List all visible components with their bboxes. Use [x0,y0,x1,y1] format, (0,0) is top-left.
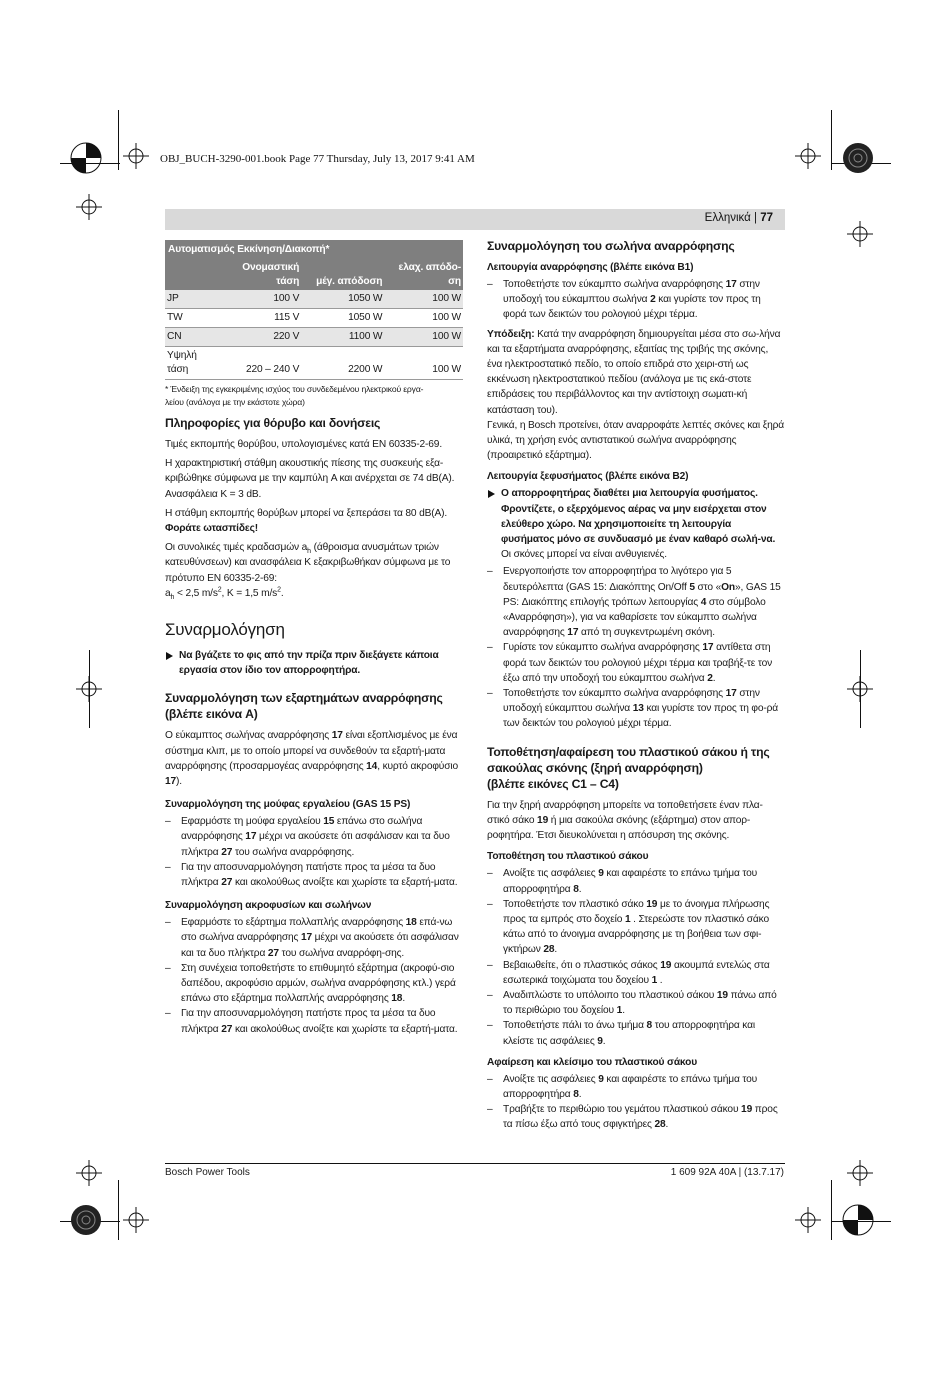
note-label: Υπόδειξη: [487,328,535,340]
ref-number: 14 [366,760,378,772]
text: Οι συνολικές τιμές κραδασμών a [165,542,308,554]
text: Ο εύκαμπτος σωλήνας αναρρόφησης [165,730,332,742]
list-item [165,860,463,890]
text: Ανοίξτε τις ασφάλειες [503,1073,599,1085]
heading-text: Τοποθέτηση/αφαίρεση του πλαστικού σάκου ή της [487,744,770,759]
left-column [165,240,463,1041]
ref-number: 17 [567,627,579,639]
paragraph-bold: Φοράτε ωτασπίδες! [165,523,258,535]
table-cell: 100 W [384,290,463,309]
section-heading-noise: Πληροφορίες για θόρυβο και δονήσεις [165,416,381,430]
ref-number: 18 [405,917,417,929]
table-header-text: ελαχ. απόδο- [398,262,461,273]
table-cell: 220 V [229,328,301,347]
section-heading-accessories [165,690,463,722]
table-cell: 1050 W [301,290,384,309]
text: ). [176,776,182,788]
text: ακουμπά εντελώς στα εσωτερικά τοιχώματα του δοχείου [503,959,770,986]
ref-number: 15 [323,816,335,828]
text: . [578,883,582,895]
crop-mark [831,1180,832,1240]
ref-number: 2 [650,294,656,306]
text: Ενεργοποιήστε τον απορροφητήρα το λιγότερο για 5 δευτερόλεπτα (GAS 15: Διακόπτης On/Off [503,566,732,593]
instruction-list [487,564,785,731]
book-file-header: OBJ_BUCH-3290-001.book Page 77 Thursday, July 13, 2017 9:41 AM [160,153,475,165]
ref-number: 5 [689,581,695,593]
crosshair-icon [847,221,873,247]
table-cell: CN [165,328,229,347]
table-row [165,328,463,347]
warning-text: Να βγάζετε το φις από την πρίζα πριν διεξάγετε κάποια εργασία στον ίδιο τον απορροφητήρα. [179,650,439,677]
text: πάνω από το περιθώριο του δοχείου [503,989,777,1017]
text: . [402,993,405,1005]
ref-number: 17 [725,279,737,290]
crosshair-icon [123,143,149,169]
registration-target-icon [68,140,104,176]
text: μέχρι να ακούσετε ότι ασφάλισαν και τα δυο πλήκτρα [181,932,459,959]
instruction-list [165,814,463,890]
ref-number: 1 [651,974,658,986]
text: Γενικά, η Bosch προτείνει, όταν αναρροφάτε λεπτές σκόνες και ξηρά υλικά, τη χρήση ενός αντιστατικού σωλήνα αναρρόφησης (προαιρετικό εξάρτημα). [487,419,785,462]
section-heading-bag [487,744,785,792]
registration-target-icon [840,140,876,176]
text: του σωλήνα αναρρόφη-σης. [278,947,405,959]
table-cell: 100 W [384,328,463,347]
ref-number: 9 [598,1073,604,1085]
crosshair-icon [795,143,821,169]
ref-label: On [721,581,735,593]
table-cell: 1100 W [301,328,384,347]
ref-number: 17 [245,831,257,843]
crosshair-icon [847,1160,873,1186]
text: Εφαρμόστε το εξάρτημα πολλαπλής αναρρόφησης [181,917,406,929]
text: Στη συνέχεια τοποθετήστε το επιθυμητό εξάρτημα (ακροφύ-σιο δαπέδου, ακροφύσιο αρμών, σωλήνα αναρρόφησης κτλ.) γερά επάνω στο εξάρτημα πολλαπλής αναρρόφησης [181,962,456,1005]
running-header [165,209,785,230]
ref-number: 19 [660,959,672,971]
subheading-tool-sleeve: Συναρμολόγηση της μούφας εργαλείου (GAS 15 PS) [165,799,411,811]
text: Αναδιπλώστε το υπόλοιπο του πλαστικού σάκου [503,989,717,1001]
table-cell: 2200 W [301,347,384,380]
text: και γυρίστε τον προς τη φορά των δεικτών του ρολογιού μέχρι τέρμα. [503,294,761,321]
right-column [487,240,785,1137]
instruction-list [487,866,785,1048]
table-cell: 115 V [229,309,301,328]
ref-number: 27 [221,846,233,858]
ref-number: 4 [700,596,707,608]
heading-text: Συναρμολόγηση των εξαρτημάτων αναρρόφησης [165,691,443,706]
warning-note [487,486,785,562]
text: και ακολούθως ανοίξτε και χωρίστε τα εξαρτή-ματα. [232,1023,458,1035]
text: , K = 1,5 m/s [221,587,278,599]
paragraph [487,798,785,844]
text: αντίθετα στη φορά των δεικτών του ρολογιού μέχρι τέρμα και τραβήξ-τε τον έξω από την υποδοχή του εύκαμπτου σωλήνα [503,642,773,684]
list-item [487,988,785,1018]
table-header-text: Ονομαστική [242,262,300,273]
text: στο σύμβολο «Αναρρόφηση»), για να καθαρίσετε τον εύκαμπτο σωλήνα αναρρόφησης [503,596,766,639]
list-item [487,897,785,958]
instruction-list [487,277,785,323]
page-number: 77 [760,212,773,224]
table-cell: 100 V [229,290,301,309]
crosshair-icon [123,1207,149,1233]
text: ή μια σακούλα σκόνης (εξάρτημα) στον απορ-ροφητήρα. Έτσι διευκολύνεται η απόσυρση της σκόνης. [487,814,751,842]
superscript: 2 [277,586,281,594]
text: Για την αποσυναρμολόγηση πατήστε προς τα μέσα τα δυο πλήκτρα [181,861,436,889]
text: Γυρίστε τον εύκαμπτο σωλήνα αναρρόφησης [503,642,703,654]
list-item [165,915,463,961]
text: . [622,1005,625,1017]
list-item [487,1072,785,1102]
table-header-voltage [229,260,301,290]
list-item [165,1006,463,1036]
crosshair-icon [795,1207,821,1233]
text: . [602,1035,606,1047]
text: . [554,944,558,956]
table-header-text: ση [448,276,461,287]
text: . [578,1088,582,1100]
heading-text: (βλέπε εικόνα A) [165,707,258,722]
text: προς τα πίσω έξω από τους σφιγκτήρες [503,1104,778,1131]
footnote-text: λείου (ανάλογα με την εκάστοτε χώρα) [165,397,305,407]
ref-number: 27 [221,877,233,889]
header-language: Ελληνικά [704,212,751,224]
text: από τη συγκεντρωμένη σκόνη. [578,627,715,639]
section-title-assembly: Συναρμολόγηση [165,620,285,640]
ref-number: 19 [646,898,658,910]
text: στο « [694,581,722,593]
text: . Στερεώστε τον πλαστικό σάκο κάτω από το άνοιγμα αναρρόφησης με τη βοήθεια των σφι-γκτήρων [503,913,770,956]
list-item [487,686,785,732]
text: Βεβαιωθείτε, ότι ο πλαστικός σάκος [503,959,661,971]
list-item [487,958,785,988]
text: Τοποθετήστε τον εύκαμπτο σωλήνα αναρρόφησης [503,688,726,700]
instruction-list [165,915,463,1037]
table-cell: 100 W [384,347,463,380]
section-heading-hose: Συναρμολόγηση του σωλήνα αναρρόφησης [487,239,735,253]
text: στην υποδοχή του εύκαμπτου σωλήνα [503,279,760,306]
ref-number: 13 [632,703,644,715]
ref-number: 8 [573,1088,579,1100]
crop-mark [89,650,90,728]
text: Για την ξηρή αναρρόφηση μπορείτε να τοποθετήσετε έναν πλα-στικό σάκο [487,799,763,826]
ref-number: 1 [616,1005,623,1017]
warning-text: Ο απορροφητήρας διαθέτει μια λειτουργία φυσήματος. Φροντίζετε, ο εξερχόμενος αέρας να μην εισέρχεται στον ελεύθερο χώρο. Να χρησιμοποιείτε τη λειτουργία φυσήματος μόνο σε συνδυασμό με έναν καθαρό σωλή-να. [501,488,776,546]
table-cell: JP [165,290,229,309]
paragraph: Η στάθμη εκπομπής θορύβων μπορεί να ξεπεράσει τα 80 dB(A). [165,507,448,519]
subheading-blowing: Λειτουργία ξεφυσήματος (βλέπε εικόνα B2) [487,471,689,483]
text: Για την αποσυναρμολόγηση πατήστε προς τα μέσα τα δυο πλήκτρα [181,1008,436,1035]
footnote-text: * Ένδειξη της εγκεκριμένης ισχύος του συνδεδεμένου ηλεκτρικού εργα- [165,384,424,394]
list-item [165,814,463,860]
text: Τοποθετήστε τον πλαστικό σάκο [503,898,647,910]
ref-number: 17 [165,776,177,788]
ref-number: 17 [300,932,312,944]
list-item [487,1102,785,1132]
footer-document-number: 1 609 92A 40A | (13.7.17) [670,1167,784,1178]
crosshair-icon [76,194,102,220]
table-header-text: τάση [276,276,300,287]
table-cell: 1050 W [301,309,384,328]
paragraph: Τιμές εκπομπής θορύβου, υπολογισμένες κατά EN 60335-2-69. [165,439,443,450]
note [487,327,785,464]
ref-number: 1 [624,913,631,925]
ref-number: 19 [741,1104,753,1116]
table-footnote [165,383,463,409]
text: και αφαιρέστε το επάνω τμήμα του απορροφητήρα [503,868,758,895]
table-cell: TW [165,309,229,328]
list-item [487,640,785,686]
text: Τοποθετήστε τον εύκαμπτο σωλήνα αναρρόφησης [503,279,726,290]
text: Εφαρμόστε τη μούφα εργαλείου [181,816,324,828]
text: επά-νω στο σωλήνα αναρρόφησης [181,917,453,944]
text: Τοποθετήστε πάλι το άνω τμήμα [503,1020,647,1032]
text: », GAS 15 PS: Διακόπτης επιλογής τρόπων λειτουργίας [503,581,781,608]
text: Ανοίξτε τις ασφάλειες [503,868,599,880]
subheading-insert-bag: Τοποθέτηση του πλαστικού σάκου [487,851,649,863]
ref-number: 28 [654,1119,666,1131]
list-item [487,277,785,323]
ref-number: 9 [597,1035,603,1047]
warning-note [165,648,463,678]
text: και αφαιρέστε το επάνω τμήμα του απορροφητήρα [503,1073,758,1100]
text: και ακολούθως ανοίξτε και χωρίστε τα εξαρτή-ματα. [232,877,458,889]
footer-rule [165,1163,785,1164]
registration-target-icon [840,1202,876,1238]
list-item [487,1018,785,1048]
ref-number: 17 [331,730,343,742]
table-row [165,309,463,328]
text: , κυρτό ακροφύσιο [377,760,458,772]
text: . [280,587,284,599]
subheading-nozzles: Συναρμολόγηση ακροφυσίων και σωλήνων [165,900,372,912]
footer-brand: Bosch Power Tools [165,1167,250,1178]
superscript: 2 [217,586,222,594]
list-item [165,961,463,1007]
table-cell: 220 – 240 V [229,347,301,380]
crosshair-icon [76,1160,102,1186]
table-row [165,347,463,380]
instruction-list [487,1072,785,1133]
text: επάνω στο σωλήνα αναρρόφησης [181,816,423,843]
text: και γυρίστε τον προς τη φο-ρά των δεικτών του ρολογιού μέχρι τέρμα. [503,703,779,730]
table-cell-text: τάση [167,364,189,375]
table-header-min [384,260,463,290]
subheading-remove-bag: Αφαίρεση και κλείσιμο του πλαστικού σάκου [487,1056,697,1068]
ref-number: 27 [267,947,279,959]
ref-number: 8 [646,1020,653,1032]
list-item [487,564,785,640]
text: Τραβήξτε το περιθώριο του γεμάτου πλαστικού σάκου [503,1104,742,1116]
warning-arrow-icon [488,490,495,498]
ref-number: 19 [716,989,728,1001]
paragraph [165,540,463,601]
crop-mark [860,650,861,728]
text: . [665,1119,669,1131]
ref-number: 18 [391,993,403,1005]
text: στην υποδοχή εύκαμπτου σωλήνα [503,688,760,715]
paragraph [165,728,463,789]
heading-text: σακούλας σκόνης (ξηρή αναρρόφηση) [487,760,703,775]
heading-text: (βλέπε εικόνες C1 – C4) [487,776,619,791]
ref-number: 17 [702,642,714,654]
text: με το άνοιγμα πλήρωσης προς τα εμπρός στο δοχείο [503,898,770,925]
text: . [657,974,663,986]
text: του απορροφητήρα και κλείστε τις ασφάλειες [503,1020,755,1047]
ref-number: 8 [573,883,579,895]
ref-number: 28 [543,944,555,956]
registration-target-icon [68,1202,104,1238]
table-cell [165,347,229,380]
subscript: h [170,593,175,601]
crop-mark [118,110,119,170]
text: < 2,5 m/s [174,587,218,599]
text: . [712,672,716,684]
ref-number: 17 [725,688,737,700]
list-item [487,866,785,896]
table-row [165,290,463,309]
voltage-table [165,240,463,380]
ref-number: 2 [707,672,713,684]
ref-number: 9 [598,868,604,880]
subscript: h [307,548,311,556]
warning-arrow-icon [166,652,173,660]
text: a [165,587,171,599]
text: Κατά την αναρρόφηση δημιουργείται μέσα στο σω-λήνα και τα εξαρτήματα αναρρόφησης, εξαιτίας της τριβής της σκόνης, ένα ηλεκτροστατικό πεδίο, το οποίο επιδρά στο χειρι-στή ως εκκένωση ηλεκτροστατικού πεδίου (ανάλογα με τις εκά-στοτε επιδράσεις του περιβάλλοντος και την αντίστοιχη σωματι-κή κατάσταση του). [487,328,781,416]
text: μέχρι να ακούσετε ότι ασφάλισαν και τα δυο πλήκτρα [181,831,450,858]
table-title: Αυτοματισμός Εκκίνηση/Διακοπή* [165,240,463,260]
paragraph: Η χαρακτηριστική στάθμη ακουστικής πίεσης της συσκευής εξα-κριβώθηκε σύμφωνα με την καμπύλη A και ανέρχεται σε 74 dB(A). Ανασφάλεια K = 3 dB. [165,458,455,500]
ref-number: 19 [537,814,549,826]
text: είναι εξοπλισμένος με ένα σύστημα κλιπ, με το οποίο μπορεί να συνδεθούν τα εξαρτή-ματα αναρρόφησης (προσαρμογέας αναρρόφησης [165,730,458,772]
crop-mark [118,1180,119,1240]
table-cell-text: Υψηλή [167,350,197,361]
text: (άθροισμα ανυσμάτων τριών κατευθύνσεων) και ανασφάλεια K εξακριβωθήκαν σύμφωνα με το πρότυπο EN 60335-2-69: [165,542,451,584]
warning-text: Οι σκόνες μπορεί να είναι ανθυγιεινές. [501,549,667,561]
text: του σωλήνα αναρρόφησης. [232,846,355,858]
running-header-text: Ελληνικά | 77 [704,212,773,224]
ref-number: 27 [221,1023,233,1035]
table-cell: 100 W [384,309,463,328]
subheading-suction: Λειτουργία αναρρόφησης (βλέπε εικόνα B1) [487,262,694,273]
crop-mark [831,110,832,170]
table-header-max: μέγ. απόδοση [301,260,384,290]
